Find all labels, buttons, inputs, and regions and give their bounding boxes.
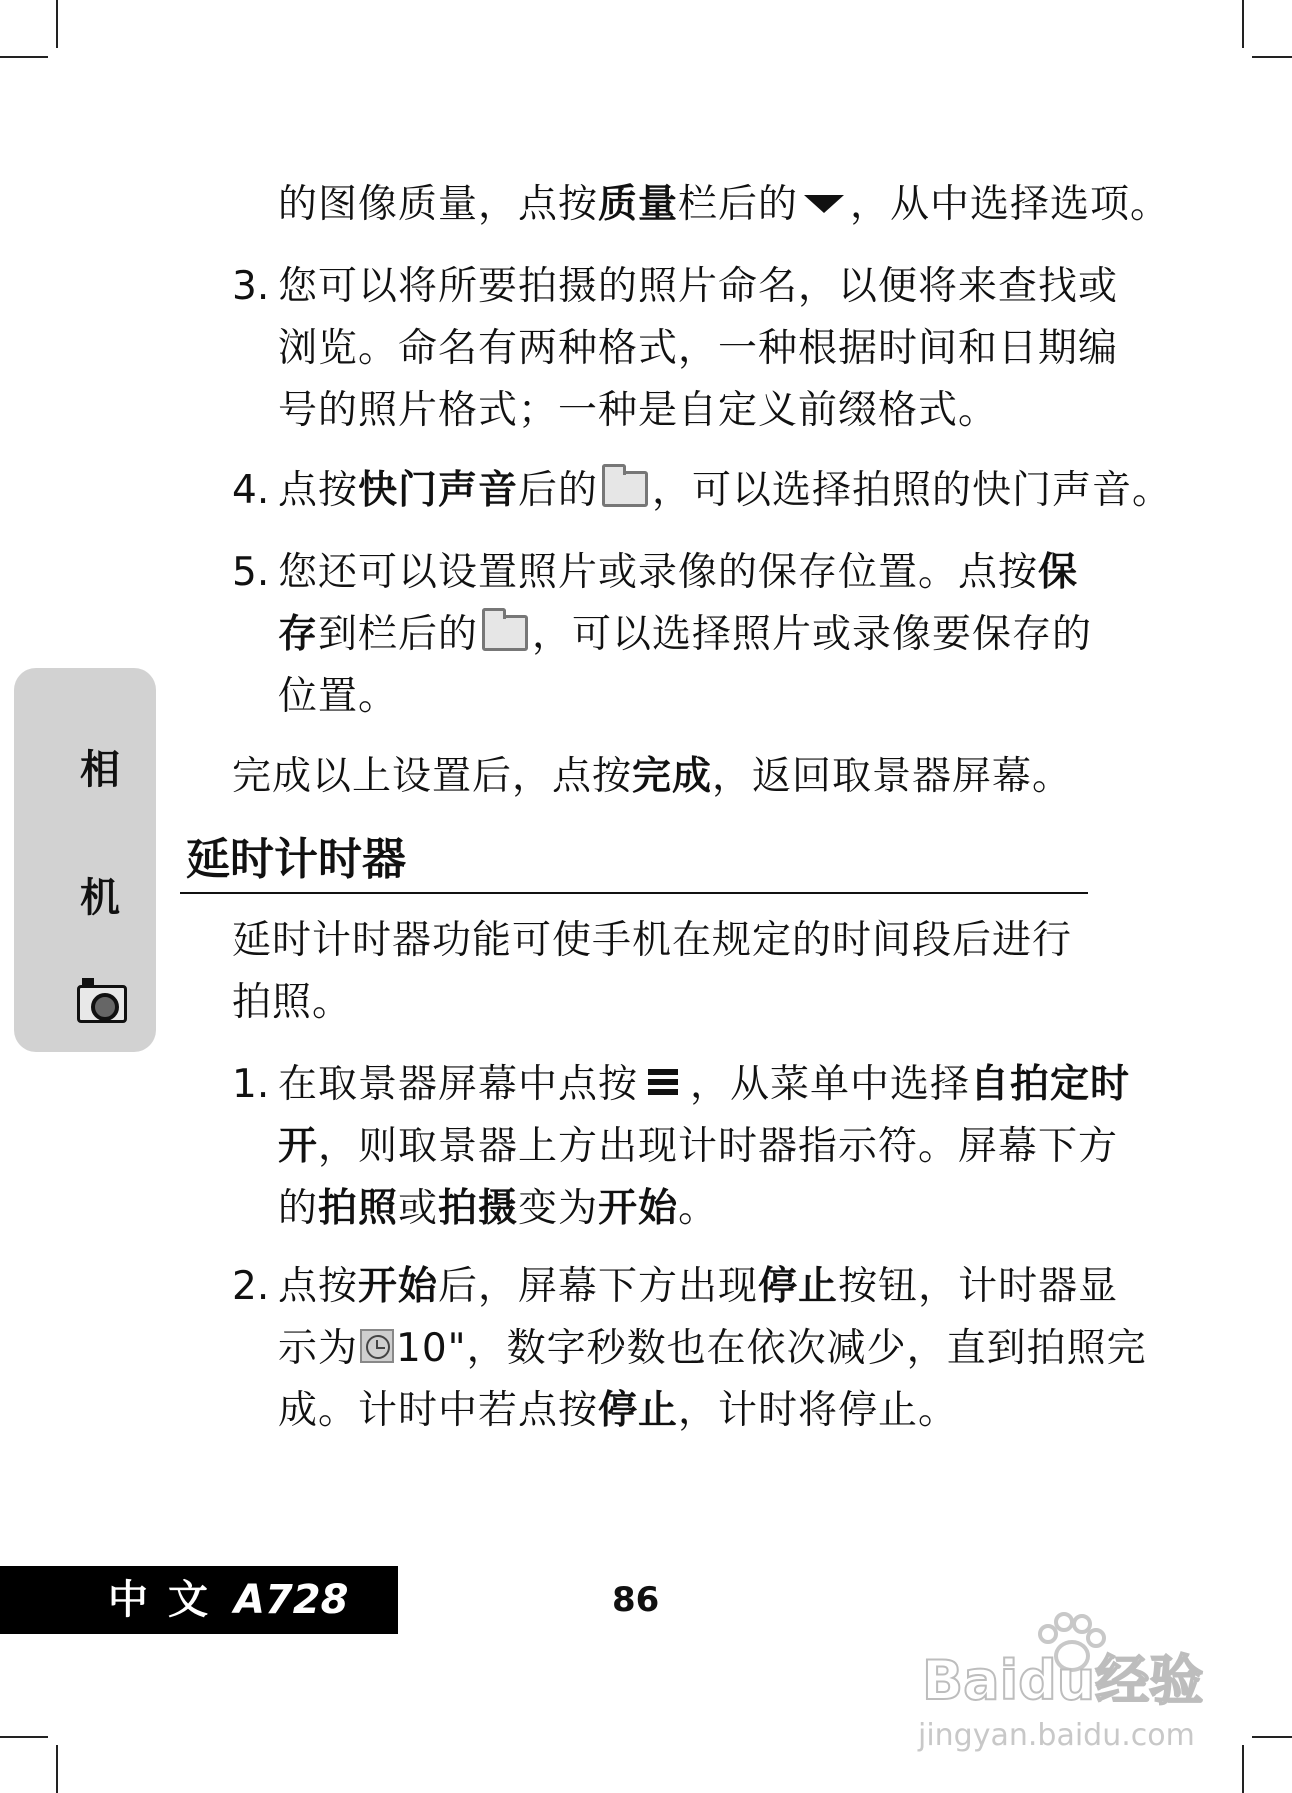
bold-term: 开始 [598, 1186, 679, 1231]
text-line [278, 1318, 1147, 1380]
text: 按钮，计时器显 [838, 1264, 1119, 1309]
text: 在取景器屏幕中点按 [278, 1062, 639, 1107]
text: 栏后的 [678, 182, 799, 227]
text-line [278, 1116, 1130, 1178]
text-line: 浏览。命名有两种格式，一种根据时间和日期编 [278, 326, 1119, 371]
text-line: 您可以将所要拍摄的照片命名，以便将来查找或 [278, 264, 1119, 309]
text: ，可以选择照片或录像要保存的 [532, 612, 1093, 657]
text: 后，屏幕下方出现 [438, 1264, 759, 1309]
list-number: 2. [232, 1264, 270, 1309]
text-line [278, 604, 1092, 666]
section-title: 延时计时器 [186, 834, 406, 885]
text: 点按 [278, 1264, 359, 1309]
side-tab-char: 机 [80, 874, 120, 921]
section-divider [180, 892, 1088, 894]
text: 后的 [518, 468, 599, 513]
bold-term: 快门声音 [358, 468, 519, 513]
watermark-url: jingyan.baidu.com [918, 1718, 1195, 1753]
text-line [278, 1380, 1147, 1442]
list-number: 3. [232, 264, 270, 309]
list-number: 4. [232, 468, 270, 513]
bold-term: 保 [1038, 550, 1079, 595]
text: 点按 [278, 468, 359, 513]
text: 变为 [518, 1186, 599, 1231]
dropdown-triangle-icon [804, 195, 844, 213]
text: 的图像质量，点按 [278, 182, 599, 227]
page-number: 86 [612, 1580, 660, 1620]
text-line [278, 1256, 1147, 1318]
timer-icon [360, 1329, 394, 1363]
text: ，返回取景器屏幕。 [712, 754, 1073, 799]
intro-paragraph [232, 910, 1072, 1034]
text-line: 号的照片格式；一种是自定义前缀格式。 [278, 388, 999, 433]
list-number: 5. [232, 550, 270, 595]
footer-model: A728 [234, 1577, 349, 1623]
list-item-3 [278, 256, 1118, 442]
text: ，计时将停止。 [678, 1388, 959, 1433]
side-tab-char: 相 [80, 746, 120, 793]
bold-term: 拍摄 [438, 1186, 519, 1231]
text-line [278, 1054, 1130, 1116]
text-line [278, 542, 1092, 604]
bold-term: 完成 [632, 754, 713, 799]
text: 或 [398, 1186, 439, 1231]
list-item-continuation [278, 174, 1170, 236]
text: 。 [678, 1186, 719, 1231]
bold-term: 停止 [598, 1388, 679, 1433]
text-line: 拍照。 [232, 980, 353, 1025]
text: 到栏后的 [318, 612, 479, 657]
folder-icon [602, 471, 648, 507]
timer-step-1 [278, 1054, 1130, 1240]
text: ，从菜单中选择 [690, 1062, 971, 1107]
list-item-4 [278, 460, 1172, 522]
footer-language: 中文 [108, 1577, 228, 1623]
bold-term: 停止 [758, 1264, 839, 1309]
bold-term: 拍照 [318, 1186, 399, 1231]
camera-icon [77, 985, 127, 1023]
folder-icon [482, 615, 528, 651]
text-line [278, 1178, 1130, 1240]
text: 示为 [278, 1326, 359, 1371]
menu-icon [648, 1069, 678, 1095]
done-paragraph [232, 746, 1072, 808]
watermark-logo: Baidu经验 [922, 1649, 1204, 1712]
bold-term: 开 [278, 1124, 319, 1169]
text: ，可以选择拍照的快门声音。 [652, 468, 1173, 513]
list-number: 1. [232, 1062, 270, 1107]
text: ，从中选择选项。 [850, 182, 1171, 227]
text: ，则取景器上方出现计时器指示符。屏幕下方 [318, 1124, 1119, 1169]
bold-term: 质量 [598, 182, 679, 227]
text-line: 延时计时器功能可使手机在规定的时间段后进行 [232, 918, 1073, 963]
text: 成。计时中若点按 [278, 1388, 599, 1433]
bold-term: 存 [278, 612, 319, 657]
text: 您还可以设置照片或录像的保存位置。点按 [278, 550, 1039, 595]
timer-step-2 [278, 1256, 1147, 1442]
text: 的 [278, 1186, 319, 1231]
list-item-5 [278, 542, 1092, 728]
text: 10"，数字秒数也在依次减少，直到拍照完 [396, 1326, 1147, 1371]
text-line: 位置。 [278, 674, 399, 719]
bold-term: 开始 [358, 1264, 439, 1309]
bold-term: 自拍定时 [970, 1062, 1131, 1107]
text: 完成以上设置后，点按 [232, 754, 633, 799]
